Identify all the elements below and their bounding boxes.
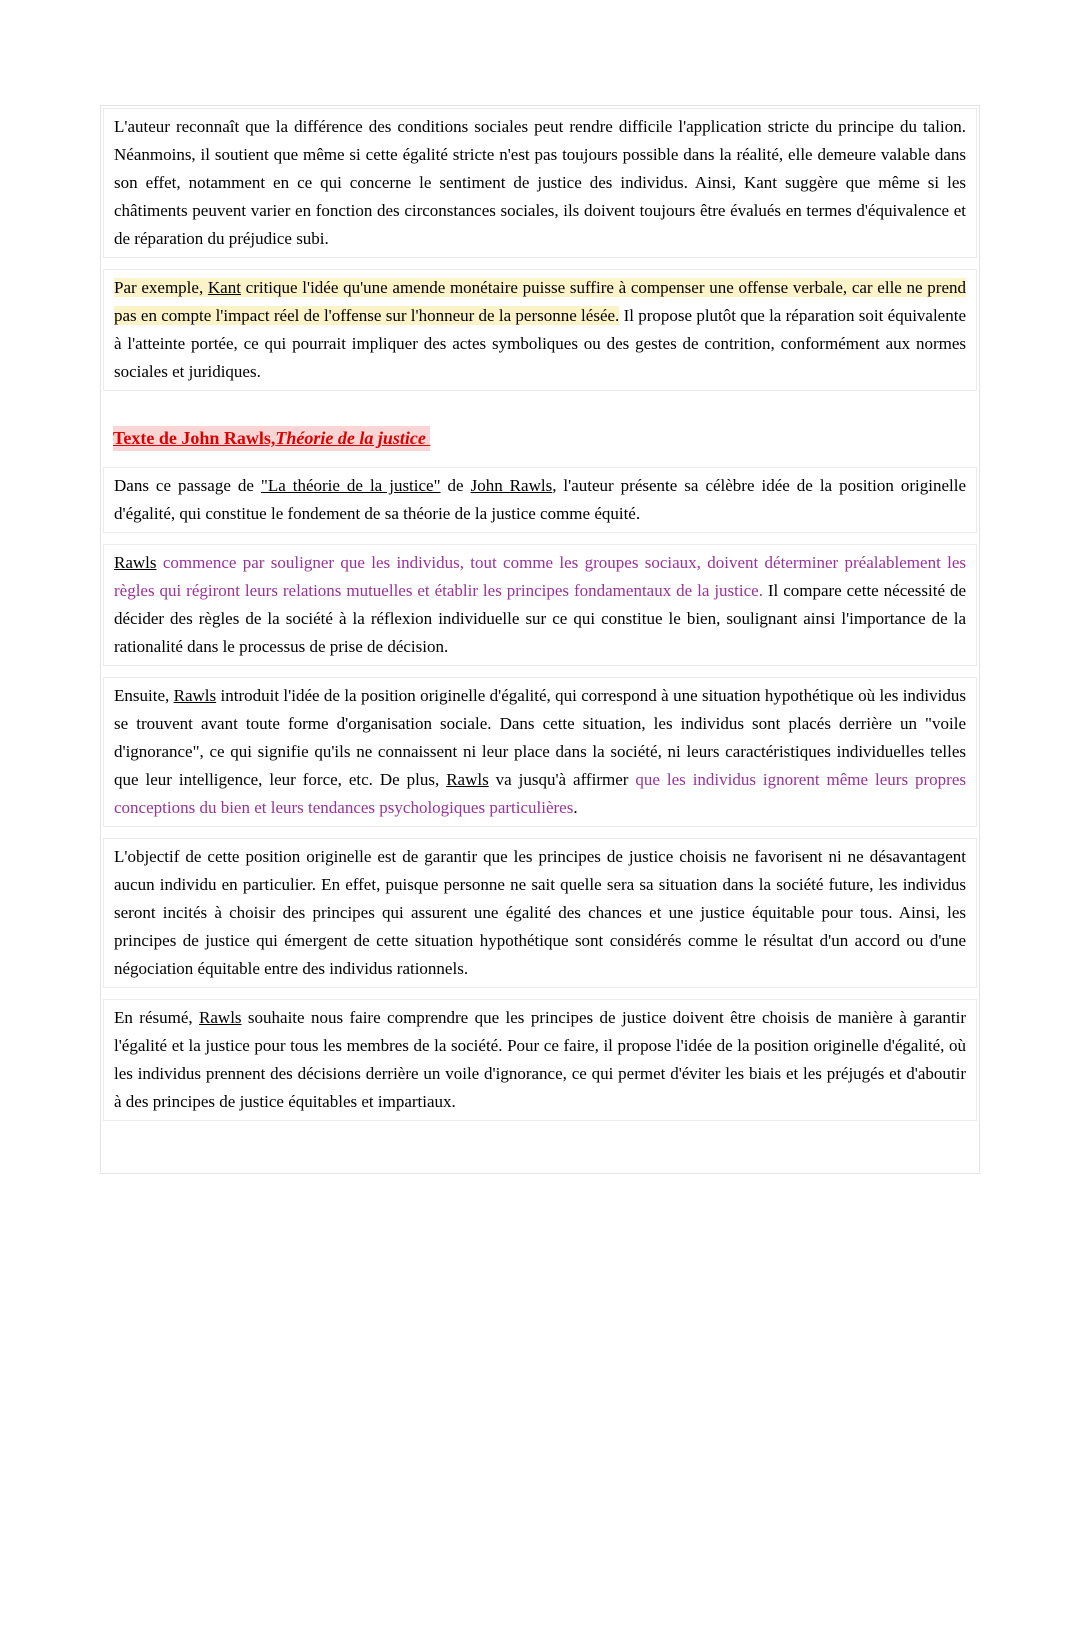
text-run: Il propose plutôt que la réparation soit équivalente à l'atteinte portée, ce qui pourrait impliquer des actes symboliques ou des gestes de contrition, conformément aux normes sociales et juridiques. [114, 306, 966, 381]
paragraph [103, 108, 977, 258]
text-run: John Rawls [470, 476, 553, 495]
text-run: Texte de John Rawls, [113, 426, 275, 451]
text-run: L'auteur reconnaît que la différence des conditions sociales peut rendre difficile l'application stricte du principe du talion. Néanmoins, il soutient que même si cette égalité stricte n'est pas toujours possible dans la réalité, elle demeure valable dans son effet, notamment en ce qui concerne le sentiment de justice des individus. Ainsi, Kant suggère que même si les châtiments peuvent varier en fonction des circonstances sociales, ils doivent toujours être évalués en termes d'équivalence et de réparation du préjudice subi. [114, 117, 966, 248]
text-run: Par exemple, [114, 278, 208, 297]
paragraph [103, 467, 977, 533]
text-run: Ensuite, [114, 686, 174, 705]
text-run: Rawls [114, 553, 157, 572]
text-run: commence par souligner que les individus, tout comme les groupes sociaux, doivent déterminer préalablement les règles qui régiront leurs relations mutuelles et établir les principes fondamentaux de la justice. [114, 553, 966, 600]
paragraph [103, 677, 977, 827]
section-heading [103, 423, 977, 453]
paragraph [103, 999, 977, 1121]
text-run: Il compare cette nécessité de décider des règles de la société à la réflexion individuelle sur ce qui constitue le bien, soulignant ainsi l'importance de la rationalité dans le processus de prise de décision. [114, 581, 966, 656]
paragraph [103, 838, 977, 988]
text-run: , l'auteur présente sa célèbre idée de la position originelle d'égalité, qui constitue le fondement de sa théorie de la justice comme équité. [114, 476, 967, 523]
text-run: L'objectif de cette position originelle est de garantir que les principes de justice choisis ne favorisent ni ne désavantagent aucun individu en particulier. En effet, puisque personne ne sait quelle sera sa situation dans la société future, les individus seront incités à choisir des principes qui assurent une égalité des chances et une justice équitable pour tous. Ainsi, les principes de justice qui émergent de cette situation hypothétique sont considérés comme le résultat d'un accord ou d'une négociation équitable entre des individus rationnels. [114, 847, 966, 978]
text-run: souhaite nous faire comprendre que les principes de justice doivent être choisis de manière à garantir l'égalité et la justice pour tous les membres de la société. Pour ce faire, il propose l'idée de la position originelle d'égalité, où les individus prennent des décisions derrière un voile d'ignorance, ce qui permet d'éviter les biais et les préjugés et d'aboutir à des principes de justice équitables et impartiaux. [114, 1008, 966, 1111]
document-body [103, 108, 977, 1121]
text-run: En résumé, [114, 1008, 200, 1027]
text-run: Rawls [173, 686, 217, 705]
paragraph [103, 544, 977, 666]
text-run: de [440, 476, 471, 495]
text-run: Théorie de la justice [275, 426, 430, 451]
text-run: introduit l'idée de la position originelle d'égalité, qui correspond à une situation hypothétique où les individus se trouvent avant toute forme d'organisation sociale. Dans cette situation, les individus sont placés derrière un "voile d'ignorance", ce qui signifie qu'ils ne connaissent ni leur place dans la société, ni leurs caractéristiques individuelles telles que leur intelligence, leur force, etc. De plus, [114, 686, 966, 789]
text-run: . [573, 798, 578, 817]
text-run: va jusqu'à affirmer [488, 770, 636, 789]
text-run: "La théorie de la justice" [260, 476, 441, 495]
text-run: que les individus ignorent même leurs propres conceptions du bien et leurs tendances psychologiques particulières [114, 770, 966, 817]
text-run: Rawls [199, 1008, 242, 1027]
document-page [100, 105, 980, 1174]
text-run: Dans ce passage de [114, 476, 261, 495]
text-run: Rawls [446, 770, 489, 789]
text-run: Kant [207, 278, 241, 297]
text-run: critique l'idée qu'une amende monétaire puisse suffire à compenser une offense verbale, car elle ne prend pas en compte l'impact réel de l'offense sur l'honneur de la personne lésée. [114, 278, 966, 325]
paragraph [103, 269, 977, 391]
